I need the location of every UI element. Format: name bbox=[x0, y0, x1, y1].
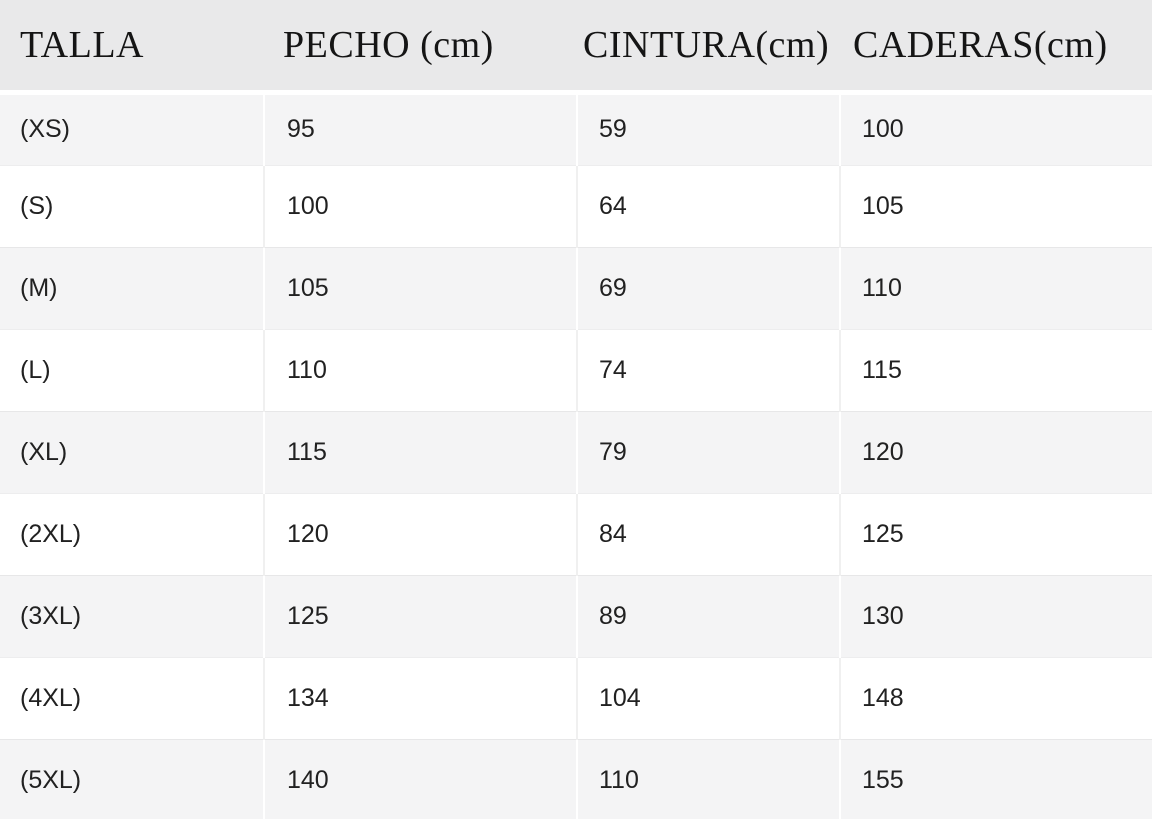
cell-caderas: 105 bbox=[840, 165, 1152, 247]
cell-cintura: 74 bbox=[577, 329, 840, 411]
table-row-5xl bbox=[0, 739, 1152, 819]
cell-pecho: 95 bbox=[264, 92, 577, 165]
cell-pecho: 110 bbox=[264, 329, 577, 411]
cell-caderas: 148 bbox=[840, 657, 1152, 739]
table-row-2xl bbox=[0, 493, 1152, 575]
cell-cintura: 64 bbox=[577, 165, 840, 247]
cell-talla: (XL) bbox=[0, 411, 264, 493]
cell-pecho: 134 bbox=[264, 657, 577, 739]
cell-caderas: 100 bbox=[840, 92, 1152, 165]
cell-pecho: 105 bbox=[264, 247, 577, 329]
cell-cintura: 69 bbox=[577, 247, 840, 329]
cell-talla: (2XL) bbox=[0, 493, 264, 575]
cell-caderas: 115 bbox=[840, 329, 1152, 411]
cell-caderas: 155 bbox=[840, 739, 1152, 819]
cell-pecho: 120 bbox=[264, 493, 577, 575]
cell-cintura: 79 bbox=[577, 411, 840, 493]
column-header-cintura: CINTURA(cm) bbox=[577, 0, 840, 92]
cell-talla: (4XL) bbox=[0, 657, 264, 739]
table-row-s bbox=[0, 165, 1152, 247]
column-header-pecho: PECHO (cm) bbox=[264, 0, 577, 92]
cell-talla: (L) bbox=[0, 329, 264, 411]
cell-talla: (S) bbox=[0, 165, 264, 247]
cell-cintura: 110 bbox=[577, 739, 840, 819]
cell-talla: (5XL) bbox=[0, 739, 264, 819]
cell-cintura: 89 bbox=[577, 575, 840, 657]
cell-talla: (XS) bbox=[0, 92, 264, 165]
table-row-xl bbox=[0, 411, 1152, 493]
cell-talla: (3XL) bbox=[0, 575, 264, 657]
cell-caderas: 125 bbox=[840, 493, 1152, 575]
cell-caderas: 110 bbox=[840, 247, 1152, 329]
table-row-xs bbox=[0, 92, 1152, 165]
cell-cintura: 59 bbox=[577, 92, 840, 165]
table-row-3xl bbox=[0, 575, 1152, 657]
cell-pecho: 115 bbox=[264, 411, 577, 493]
cell-caderas: 130 bbox=[840, 575, 1152, 657]
cell-talla: (M) bbox=[0, 247, 264, 329]
table-row-4xl bbox=[0, 657, 1152, 739]
cell-cintura: 104 bbox=[577, 657, 840, 739]
column-header-talla: TALLA bbox=[0, 0, 264, 92]
cell-pecho: 125 bbox=[264, 575, 577, 657]
cell-caderas: 120 bbox=[840, 411, 1152, 493]
cell-cintura: 84 bbox=[577, 493, 840, 575]
table-header-row bbox=[0, 0, 1152, 92]
cell-pecho: 100 bbox=[264, 165, 577, 247]
table-row-m bbox=[0, 247, 1152, 329]
column-header-caderas: CADERAS(cm) bbox=[840, 0, 1152, 92]
table-row-l bbox=[0, 329, 1152, 411]
cell-pecho: 140 bbox=[264, 739, 577, 819]
